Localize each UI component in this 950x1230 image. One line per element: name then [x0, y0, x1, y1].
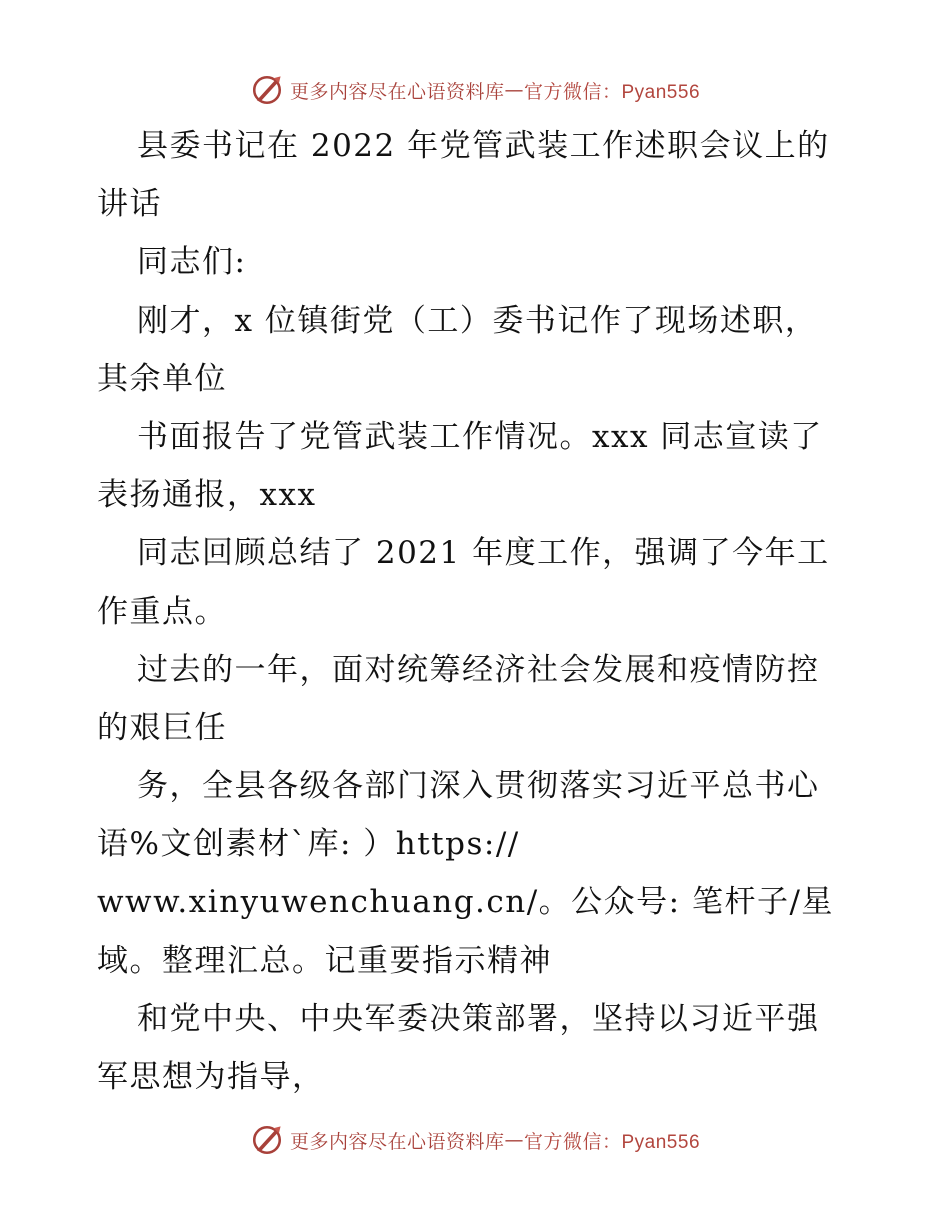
text-line: 域。整理汇总。记重要指示精神 [97, 942, 552, 979]
watermark-separator: — [504, 79, 524, 101]
watermark-separator: — [504, 1129, 524, 1151]
text-line: 县委书记在 2022 年党管武装工作述职会议上的 [137, 128, 830, 164]
text-line: 讲话 [97, 186, 162, 223]
quill-pen-logo-icon [250, 1123, 284, 1157]
text-line: 同志们: [137, 244, 247, 281]
watermark-account: 官方微信：Pyan556 [524, 81, 701, 103]
text-line: 过去的一年，面对统筹经济社会发展和疫情防控 [137, 651, 820, 688]
text-line: 务，全县各级各部门深入贯彻落实习近平总书心 [137, 768, 820, 805]
text-line: 语%文创素材`库: ）https:// [97, 826, 520, 863]
text-line: 书面报告了党管武装工作情况。xxx 同志宣读了 [137, 418, 823, 455]
text-line: 军思想为指导， [97, 1059, 325, 1095]
document-body [97, 117, 857, 1106]
text-line: 其余单位 [97, 360, 227, 397]
watermark-account: 官方微信：Pyan556 [524, 1131, 701, 1153]
text-line: 同志回顾总结了 2021 年度工作，强调了今年工 [137, 535, 830, 572]
text-line: 的艰巨任 [97, 709, 227, 746]
text-line: 和党中央、中央军委决策部署，坚持以习近平强 [137, 1000, 820, 1037]
header-watermark [0, 70, 950, 110]
text-line: www.xinyuwenchuang.cn/。公众号: 笔杆子/星 [97, 884, 834, 921]
text-line: 表扬通报，xxx [97, 477, 317, 514]
footer-watermark [0, 1120, 950, 1160]
watermark-text: 更多内容尽在心语资料库 [289, 1130, 505, 1153]
text-line: 刚才，x 位镇街党（工）委书记作了现场述职， [137, 302, 818, 339]
quill-pen-logo-icon [250, 73, 284, 107]
watermark-text: 更多内容尽在心语资料库 [289, 80, 505, 103]
text-line: 作重点。 [97, 593, 227, 630]
